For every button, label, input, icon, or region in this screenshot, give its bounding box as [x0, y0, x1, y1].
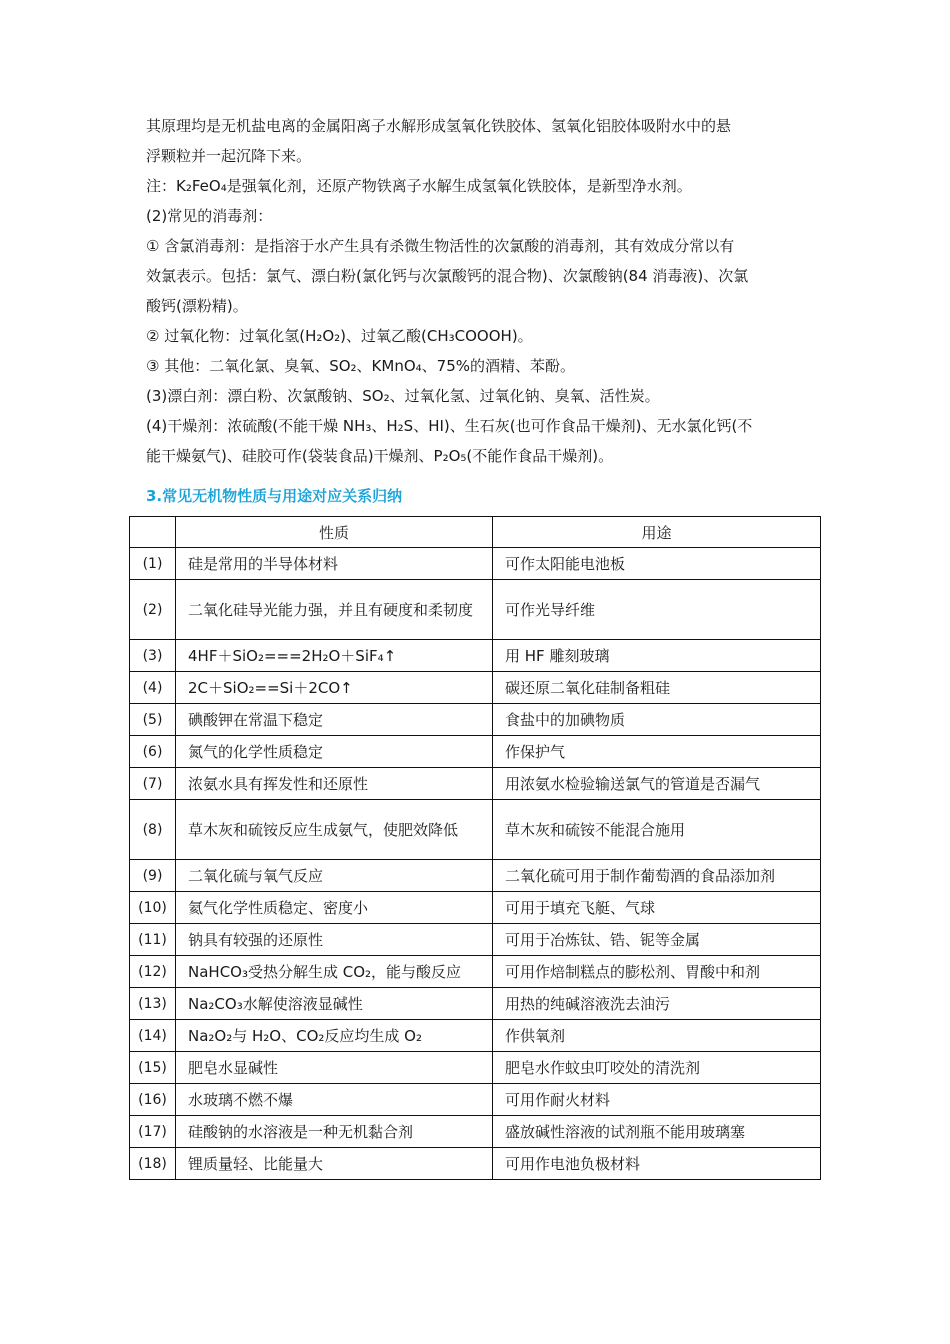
table-row [130, 768, 821, 800]
row-use: 用浓氨水检验输送氯气的管道是否漏气 [493, 768, 821, 800]
table-row [130, 704, 821, 736]
table-row [130, 736, 821, 768]
row-property: 二氧化硫与氧气反应 [176, 860, 493, 892]
row-use: 可作光导纤维 [493, 580, 821, 640]
row-use: 二氧化硫可用于制作葡萄酒的食品添加剂 [493, 860, 821, 892]
text-line: 其原理均是无机盐电离的金属阳离子水解形成氢氧化铁胶体、氢氧化铝胶体吸附水中的悬 [146, 117, 732, 135]
row-number: (9) [130, 860, 176, 892]
properties-uses-table [129, 516, 821, 1180]
table-row [130, 672, 821, 704]
row-use: 用 HF 雕刻玻璃 [493, 640, 821, 672]
text-line: ③ 其他：二氧化氯、臭氧、SO₂、KMnO₄、75%的酒精、苯酚。 [146, 357, 576, 375]
row-number: (12) [130, 956, 176, 988]
row-property: 硅是常用的半导体材料 [176, 548, 493, 580]
header-cell-property: 性质 [176, 517, 493, 548]
row-property: 钠具有较强的还原性 [176, 924, 493, 956]
row-use: 可用作焙制糕点的膨松剂、胃酸中和剂 [493, 956, 821, 988]
table-row [130, 1116, 821, 1148]
row-property: 硅酸钠的水溶液是一种无机黏合剂 [176, 1116, 493, 1148]
table-row [130, 548, 821, 580]
row-number: (6) [130, 736, 176, 768]
table-header-row [130, 517, 821, 548]
row-number: (16) [130, 1084, 176, 1116]
row-number: (3) [130, 640, 176, 672]
section-heading: 3.常见无机物性质与用途对应关系归纳 [146, 487, 403, 505]
table-row [130, 1084, 821, 1116]
row-property: 浓氨水具有挥发性和还原性 [176, 768, 493, 800]
row-use: 可用作耐火材料 [493, 1084, 821, 1116]
row-property: Na₂O₂与 H₂O、CO₂反应均生成 O₂ [176, 1020, 493, 1052]
row-use: 作保护气 [493, 736, 821, 768]
row-property: 氦气化学性质稳定、密度小 [176, 892, 493, 924]
row-number: (18) [130, 1148, 176, 1180]
row-property: 碘酸钾在常温下稳定 [176, 704, 493, 736]
table-row [130, 640, 821, 672]
row-use: 碳还原二氧化硅制备粗硅 [493, 672, 821, 704]
row-use: 草木灰和硫铵不能混合施用 [493, 800, 821, 860]
row-use: 食盐中的加碘物质 [493, 704, 821, 736]
row-number: (7) [130, 768, 176, 800]
text-line: 酸钙(漂粉精)。 [146, 297, 248, 315]
row-number: (10) [130, 892, 176, 924]
row-property: 肥皂水显碱性 [176, 1052, 493, 1084]
row-number: (1) [130, 548, 176, 580]
row-property: 锂质量轻、比能量大 [176, 1148, 493, 1180]
table-row [130, 860, 821, 892]
row-number: (11) [130, 924, 176, 956]
row-use: 用热的纯碱溶液洗去油污 [493, 988, 821, 1020]
row-use: 肥皂水作蚊虫叮咬处的清洗剂 [493, 1052, 821, 1084]
row-number: (13) [130, 988, 176, 1020]
row-number: (5) [130, 704, 176, 736]
row-property: 草木灰和硫铵反应生成氨气，使肥效降低 [176, 800, 493, 860]
table-row [130, 580, 821, 640]
row-use: 盛放碱性溶液的试剂瓶不能用玻璃塞 [493, 1116, 821, 1148]
table-row [130, 1148, 821, 1180]
table-row [130, 924, 821, 956]
text-line: ② 过氧化物：过氧化氢(H₂O₂)、过氧乙酸(CH₃COOOH)。 [146, 327, 533, 345]
row-use: 作供氧剂 [493, 1020, 821, 1052]
table-row [130, 800, 821, 860]
row-property: 4HF＋SiO₂===2H₂O＋SiF₄↑ [176, 640, 493, 672]
row-property: 水玻璃不燃不爆 [176, 1084, 493, 1116]
text-line: 注：K₂FeO₄是强氧化剂，还原产物铁离子水解生成氢氧化铁胶体，是新型净水剂。 [146, 177, 692, 195]
table-row [130, 1052, 821, 1084]
table-row [130, 956, 821, 988]
text-line: 能干燥氨气)、硅胶可作(袋装食品)干燥剂、P₂O₅(不能作食品干燥剂)。 [146, 447, 614, 465]
text-line: (4)干燥剂：浓硫酸(不能干燥 NH₃、H₂S、HI)、生石灰(也可作食品干燥剂)、无水氯化钙(不 [146, 417, 753, 435]
row-property: 二氧化硅导光能力强，并且有硬度和柔韧度 [176, 580, 493, 640]
row-property: 2C＋SiO₂==Si＋2CO↑ [176, 672, 493, 704]
row-number: (2) [130, 580, 176, 640]
row-number: (4) [130, 672, 176, 704]
row-use: 可用于填充飞艇、气球 [493, 892, 821, 924]
table-row [130, 892, 821, 924]
table-row [130, 1020, 821, 1052]
table-row [130, 988, 821, 1020]
row-number: (8) [130, 800, 176, 860]
text-line: (3)漂白剂：漂白粉、次氯酸钠、SO₂、过氧化氢、过氧化钠、臭氧、活性炭。 [146, 387, 660, 405]
header-cell-use: 用途 [493, 517, 821, 548]
row-property: 氮气的化学性质稳定 [176, 736, 493, 768]
row-number: (17) [130, 1116, 176, 1148]
row-use: 可用作电池负极材料 [493, 1148, 821, 1180]
row-use: 可用于冶炼钛、锆、铌等金属 [493, 924, 821, 956]
text-line: 浮颗粒并一起沉降下来。 [146, 147, 312, 165]
row-property: NaHCO₃受热分解生成 CO₂，能与酸反应 [176, 956, 493, 988]
row-property: Na₂CO₃水解使溶液显碱性 [176, 988, 493, 1020]
text-line: ① 含氯消毒剂：是指溶于水产生具有杀微生物活性的次氯酸的消毒剂，其有效成分常以有 [146, 237, 735, 255]
text-line: 效氯表示。包括：氯气、漂白粉(氯化钙与次氯酸钙的混合物)、次氯酸钠(84 消毒液)、次氯 [146, 267, 749, 285]
row-use: 可作太阳能电池板 [493, 548, 821, 580]
row-number: (14) [130, 1020, 176, 1052]
row-number: (15) [130, 1052, 176, 1084]
intro-paragraphs [146, 111, 814, 471]
header-cell-index [130, 517, 176, 548]
text-line: (2)常见的消毒剂： [146, 207, 273, 225]
